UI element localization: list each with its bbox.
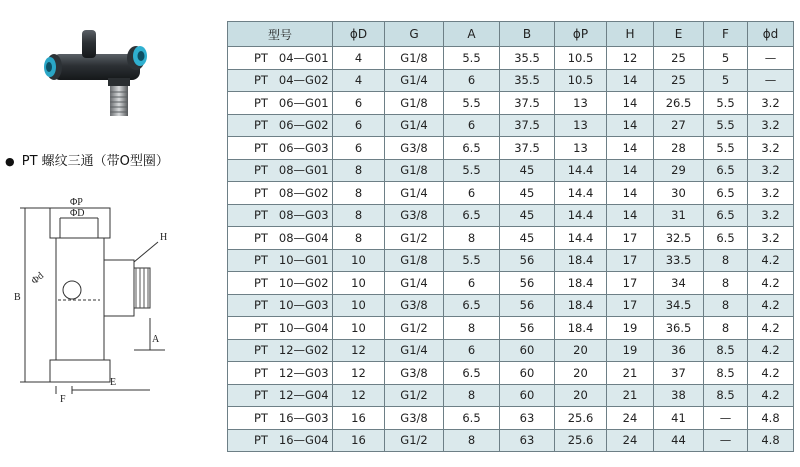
cell-model: PT 10—G04 <box>228 317 333 340</box>
cell-phi-p: 14.4 <box>555 204 607 227</box>
cell-model: PT 06—G01 <box>228 92 333 115</box>
cell-g: G1/8 <box>385 249 444 272</box>
cell-a: 8 <box>444 429 500 452</box>
cell-b: 60 <box>500 384 555 407</box>
spec-table <box>227 21 794 452</box>
table-row <box>228 384 794 407</box>
cell-e: 28 <box>654 137 704 160</box>
cell-phi-d: 10 <box>333 317 385 340</box>
table-row <box>228 182 794 205</box>
cell-phi-d-small: 4.2 <box>748 384 794 407</box>
label-b: B <box>14 292 21 303</box>
cell-phi-p: 14.4 <box>555 227 607 250</box>
label-e: E <box>110 377 117 388</box>
cell-phi-d: 12 <box>333 384 385 407</box>
cell-b: 56 <box>500 272 555 295</box>
cell-a: 6 <box>444 339 500 362</box>
cell-b: 56 <box>500 294 555 317</box>
table-row <box>228 362 794 385</box>
header-phi-p: ϕP <box>555 22 607 47</box>
cell-b: 60 <box>500 339 555 362</box>
cell-a: 5.5 <box>444 159 500 182</box>
cell-phi-d-small: 4.2 <box>748 317 794 340</box>
cell-phi-d-small: 4.2 <box>748 272 794 295</box>
cell-phi-d: 10 <box>333 249 385 272</box>
dimension-drawing <box>0 190 215 405</box>
cell-phi-d-small: 4.2 <box>748 249 794 272</box>
label-a: A <box>152 334 160 345</box>
cell-model: PT 08—G03 <box>228 204 333 227</box>
cell-model: PT 16—G04 <box>228 429 333 452</box>
cell-f: 6.5 <box>704 182 748 205</box>
cell-phi-d-small: 3.2 <box>748 204 794 227</box>
header-a: A <box>444 22 500 47</box>
cell-model: PT 08—G01 <box>228 159 333 182</box>
table-row <box>228 159 794 182</box>
cell-f: 5.5 <box>704 92 748 115</box>
cell-h: 14 <box>607 137 654 160</box>
cell-phi-d: 6 <box>333 92 385 115</box>
cell-a: 8 <box>444 227 500 250</box>
cell-model: PT 04—G01 <box>228 47 333 70</box>
cell-phi-d: 12 <box>333 362 385 385</box>
cell-f: 8 <box>704 294 748 317</box>
cell-a: 6 <box>444 272 500 295</box>
cell-phi-d: 8 <box>333 204 385 227</box>
cell-e: 29 <box>654 159 704 182</box>
caption-bullet: ● <box>5 155 15 168</box>
cell-model: PT 04—G02 <box>228 69 333 92</box>
product-caption <box>5 150 169 169</box>
cell-phi-d: 4 <box>333 69 385 92</box>
cell-h: 14 <box>607 92 654 115</box>
cell-b: 63 <box>500 429 555 452</box>
cell-model: PT 06—G03 <box>228 137 333 160</box>
cell-e: 36.5 <box>654 317 704 340</box>
cell-h: 19 <box>607 317 654 340</box>
cell-h: 24 <box>607 429 654 452</box>
cell-phi-p: 10.5 <box>555 69 607 92</box>
cell-e: 36 <box>654 339 704 362</box>
cell-b: 37.5 <box>500 92 555 115</box>
cell-phi-p: 13 <box>555 114 607 137</box>
cell-a: 8 <box>444 317 500 340</box>
header-model: 型号 <box>228 22 333 47</box>
cell-a: 6.5 <box>444 294 500 317</box>
table-row <box>228 204 794 227</box>
table-row <box>228 272 794 295</box>
cell-h: 14 <box>607 69 654 92</box>
cell-g: G1/8 <box>385 47 444 70</box>
table-row <box>228 429 794 452</box>
cell-a: 8 <box>444 384 500 407</box>
cell-phi-p: 13 <box>555 137 607 160</box>
cell-g: G1/2 <box>385 317 444 340</box>
cell-phi-d-small: 4.2 <box>748 362 794 385</box>
cell-a: 6 <box>444 114 500 137</box>
cell-phi-d-small: — <box>748 47 794 70</box>
cell-e: 25 <box>654 69 704 92</box>
cell-g: G1/4 <box>385 182 444 205</box>
cell-e: 34.5 <box>654 294 704 317</box>
cell-b: 45 <box>500 159 555 182</box>
cell-a: 5.5 <box>444 92 500 115</box>
cell-g: G1/2 <box>385 227 444 250</box>
label-h: H <box>160 232 168 243</box>
cell-e: 26.5 <box>654 92 704 115</box>
cell-f: — <box>704 429 748 452</box>
cell-phi-p: 25.6 <box>555 407 607 430</box>
cell-phi-p: 25.6 <box>555 429 607 452</box>
cell-h: 21 <box>607 384 654 407</box>
header-row <box>228 22 794 47</box>
label-f: F <box>60 394 66 405</box>
cell-f: 8 <box>704 272 748 295</box>
cell-phi-d-small: 4.2 <box>748 294 794 317</box>
header-phi-d: ϕD <box>333 22 385 47</box>
table-row <box>228 249 794 272</box>
cell-phi-d-small: 3.2 <box>748 114 794 137</box>
cell-model: PT 08—G02 <box>228 182 333 205</box>
cell-a: 6.5 <box>444 362 500 385</box>
cell-h: 17 <box>607 249 654 272</box>
cell-a: 6 <box>444 182 500 205</box>
cell-phi-p: 13 <box>555 92 607 115</box>
cell-phi-p: 20 <box>555 339 607 362</box>
cell-h: 24 <box>607 407 654 430</box>
cell-phi-d: 8 <box>333 182 385 205</box>
cell-b: 45 <box>500 227 555 250</box>
cell-f: 8 <box>704 317 748 340</box>
cell-h: 14 <box>607 204 654 227</box>
cell-f: 8 <box>704 249 748 272</box>
cell-b: 35.5 <box>500 47 555 70</box>
cell-f: 6.5 <box>704 204 748 227</box>
cell-g: G1/8 <box>385 159 444 182</box>
cell-e: 32.5 <box>654 227 704 250</box>
cell-phi-d: 6 <box>333 137 385 160</box>
cell-h: 21 <box>607 362 654 385</box>
cell-g: G3/8 <box>385 407 444 430</box>
cell-phi-p: 18.4 <box>555 249 607 272</box>
cell-phi-d-small: — <box>748 69 794 92</box>
cell-model: PT 10—G03 <box>228 294 333 317</box>
cell-phi-d-small: 3.2 <box>748 92 794 115</box>
cell-f: 8.5 <box>704 339 748 362</box>
cell-model: PT 06—G02 <box>228 114 333 137</box>
cell-model: PT 12—G03 <box>228 362 333 385</box>
cell-g: G3/8 <box>385 294 444 317</box>
table-row <box>228 294 794 317</box>
cell-g: G1/4 <box>385 272 444 295</box>
cell-f: 8.5 <box>704 362 748 385</box>
header-b: B <box>500 22 555 47</box>
cell-b: 63 <box>500 407 555 430</box>
cell-e: 37 <box>654 362 704 385</box>
cell-g: G1/2 <box>385 429 444 452</box>
cell-e: 33.5 <box>654 249 704 272</box>
header-g: G <box>385 22 444 47</box>
cell-b: 56 <box>500 249 555 272</box>
table-row <box>228 317 794 340</box>
cell-a: 6 <box>444 69 500 92</box>
header-h: H <box>607 22 654 47</box>
cell-phi-d-small: 3.2 <box>748 227 794 250</box>
cell-phi-d: 4 <box>333 47 385 70</box>
cell-b: 35.5 <box>500 69 555 92</box>
cell-phi-p: 18.4 <box>555 272 607 295</box>
table-row <box>228 69 794 92</box>
cell-a: 5.5 <box>444 249 500 272</box>
product-photo <box>30 18 180 128</box>
cell-phi-d-small: 3.2 <box>748 159 794 182</box>
cell-b: 37.5 <box>500 114 555 137</box>
table-row <box>228 47 794 70</box>
cell-phi-d-small: 4.8 <box>748 429 794 452</box>
cell-e: 25 <box>654 47 704 70</box>
table-row <box>228 227 794 250</box>
table-row <box>228 339 794 362</box>
cell-phi-d: 8 <box>333 159 385 182</box>
table-row <box>228 137 794 160</box>
cell-h: 12 <box>607 47 654 70</box>
cell-phi-d-small: 3.2 <box>748 182 794 205</box>
cell-phi-d: 10 <box>333 272 385 295</box>
label-phi-p: ΦP <box>70 197 83 208</box>
cell-b: 60 <box>500 362 555 385</box>
cell-e: 31 <box>654 204 704 227</box>
table-row <box>228 114 794 137</box>
cell-a: 6.5 <box>444 204 500 227</box>
cell-phi-d: 16 <box>333 429 385 452</box>
cell-f: 5.5 <box>704 114 748 137</box>
cell-e: 34 <box>654 272 704 295</box>
cell-phi-d: 8 <box>333 227 385 250</box>
cell-h: 17 <box>607 294 654 317</box>
cell-h: 14 <box>607 182 654 205</box>
cell-model: PT 12—G02 <box>228 339 333 362</box>
cell-h: 17 <box>607 272 654 295</box>
cell-e: 41 <box>654 407 704 430</box>
cell-e: 30 <box>654 182 704 205</box>
cell-model: PT 10—G02 <box>228 272 333 295</box>
cell-phi-d-small: 4.8 <box>748 407 794 430</box>
cell-phi-p: 14.4 <box>555 182 607 205</box>
cell-g: G3/8 <box>385 137 444 160</box>
cell-phi-d: 16 <box>333 407 385 430</box>
label-phi-d-side: Φd <box>29 270 46 287</box>
cell-b: 45 <box>500 182 555 205</box>
cell-e: 27 <box>654 114 704 137</box>
cell-b: 45 <box>500 204 555 227</box>
cell-h: 19 <box>607 339 654 362</box>
cell-f: 5.5 <box>704 137 748 160</box>
caption-text: PT 螺纹三通（带O型圈） <box>21 154 169 169</box>
cell-f: — <box>704 407 748 430</box>
cell-phi-d-small: 4.2 <box>748 339 794 362</box>
cell-h: 14 <box>607 159 654 182</box>
table-body <box>228 47 794 452</box>
cell-b: 37.5 <box>500 137 555 160</box>
cell-g: G3/8 <box>385 362 444 385</box>
cell-model: PT 12—G04 <box>228 384 333 407</box>
cell-phi-p: 10.5 <box>555 47 607 70</box>
cell-phi-p: 14.4 <box>555 159 607 182</box>
cell-h: 17 <box>607 227 654 250</box>
cell-phi-d: 6 <box>333 114 385 137</box>
header-e: E <box>654 22 704 47</box>
cell-f: 5 <box>704 69 748 92</box>
cell-phi-p: 18.4 <box>555 317 607 340</box>
cell-model: PT 08—G04 <box>228 227 333 250</box>
table-row <box>228 407 794 430</box>
cell-f: 6.5 <box>704 159 748 182</box>
cell-a: 5.5 <box>444 47 500 70</box>
cell-a: 6.5 <box>444 407 500 430</box>
cell-phi-p: 20 <box>555 362 607 385</box>
cell-e: 38 <box>654 384 704 407</box>
cell-phi-d: 10 <box>333 294 385 317</box>
cell-g: G1/4 <box>385 69 444 92</box>
cell-model: PT 10—G01 <box>228 249 333 272</box>
label-phi-d-top: ΦD <box>70 208 85 219</box>
cell-g: G1/8 <box>385 92 444 115</box>
cell-g: G1/4 <box>385 114 444 137</box>
cell-f: 8.5 <box>704 384 748 407</box>
header-phi-d-small: ϕd <box>748 22 794 47</box>
cell-g: G1/2 <box>385 384 444 407</box>
cell-phi-d: 12 <box>333 339 385 362</box>
cell-b: 56 <box>500 317 555 340</box>
header-f: F <box>704 22 748 47</box>
cell-g: G1/4 <box>385 339 444 362</box>
cell-f: 6.5 <box>704 227 748 250</box>
cell-f: 5 <box>704 47 748 70</box>
cell-phi-p: 18.4 <box>555 294 607 317</box>
cell-g: G3/8 <box>385 204 444 227</box>
table-row <box>228 92 794 115</box>
cell-e: 44 <box>654 429 704 452</box>
cell-phi-p: 20 <box>555 384 607 407</box>
cell-phi-d-small: 3.2 <box>748 137 794 160</box>
cell-a: 6.5 <box>444 137 500 160</box>
cell-h: 14 <box>607 114 654 137</box>
cell-model: PT 16—G03 <box>228 407 333 430</box>
